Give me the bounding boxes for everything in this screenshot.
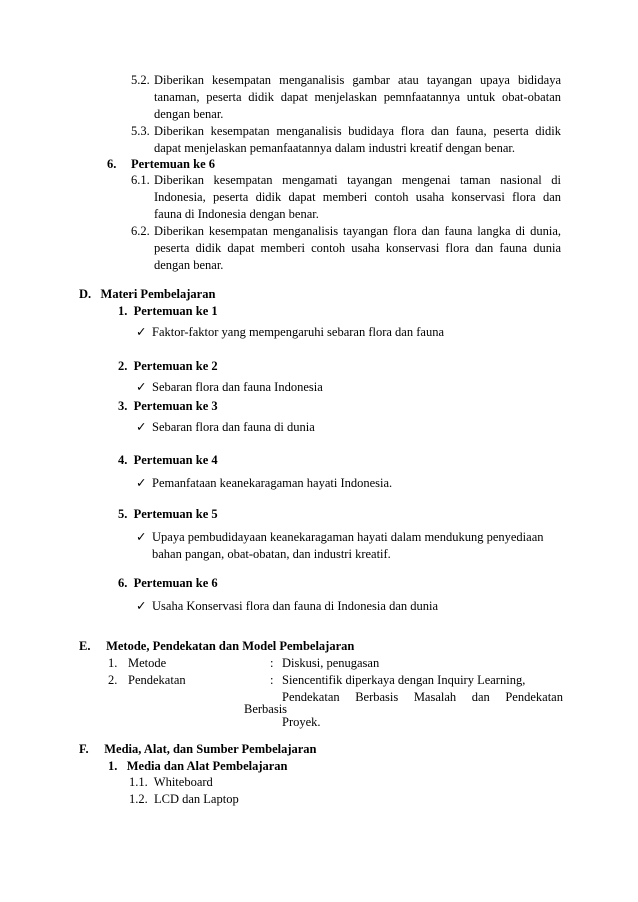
material-item: ✓ Upaya pembudidayaan keanekaragaman hayati dalam mendukung penyediaan bbox=[136, 530, 544, 544]
row-separator: : bbox=[270, 673, 274, 687]
material-item: ✓ Usaha Konservasi flora dan fauna di Indonesia dan dunia bbox=[136, 599, 439, 613]
section-heading: D. Materi Pembelajaran bbox=[79, 287, 216, 301]
goal-text-line: Diberikan kesempatan menganalisis budidaya flora dan fauna, peserta didik bbox=[154, 124, 561, 138]
material-item: ✓ Sebaran flora dan fauna Indonesia bbox=[136, 380, 323, 394]
check-icon: ✓ bbox=[136, 325, 147, 339]
goal-text-line: fauna di Indonesia dengan benar. bbox=[154, 207, 319, 221]
check-icon: ✓ bbox=[136, 530, 147, 544]
subsection-heading: 1. Media dan Alat Pembelajaran bbox=[108, 759, 288, 773]
row-number: 2. bbox=[108, 673, 118, 687]
item-number: 6.1. bbox=[131, 173, 150, 187]
check-icon: ✓ bbox=[136, 420, 147, 434]
material-item: ✓ Sebaran flora dan fauna di dunia bbox=[136, 420, 315, 434]
meeting-number: 6. bbox=[107, 157, 117, 171]
meeting-heading: 1. Pertemuan ke 1 bbox=[118, 304, 218, 318]
meeting-heading: Pertemuan ke 6 bbox=[131, 157, 216, 171]
check-icon: ✓ bbox=[136, 380, 147, 394]
meeting-heading: 5. Pertemuan ke 5 bbox=[118, 507, 218, 521]
item-number: 5.3. bbox=[131, 124, 150, 138]
material-item-continuation: bahan pangan, obat-obatan, dan industri kreatif. bbox=[152, 547, 391, 561]
row-key: Metode bbox=[128, 656, 167, 670]
check-icon: ✓ bbox=[136, 599, 147, 613]
row-value: Diskusi, penugasan bbox=[282, 656, 380, 670]
goal-text-line: tanaman, peserta didik dapat menjelaskan pemnfaatannya untuk obat-obatan bbox=[154, 90, 561, 104]
section-heading: E. Metode, Pendekatan dan Model Pembelajaran bbox=[79, 639, 355, 653]
goal-text-line: Diberikan kesempatan mengamati tayangan mengenai taman nasional di bbox=[154, 173, 561, 187]
goal-text-line: peserta didik dapat memberi contoh usaha konservasi flora dan fauna dunia bbox=[154, 241, 561, 255]
row-value-continuation: Proyek. bbox=[282, 715, 321, 729]
goal-text-line: dapat menjelaskan pemanfaatannya dalam industri kreatif dengan benar. bbox=[154, 141, 515, 155]
meeting-heading: 4. Pertemuan ke 4 bbox=[118, 453, 218, 467]
meeting-heading: 3. Pertemuan ke 3 bbox=[118, 399, 218, 413]
row-key: Pendekatan bbox=[128, 673, 186, 687]
goal-text-line: Diberikan kesempatan menganalisis gambar atau tayangan upaya bididaya bbox=[154, 73, 561, 87]
row-value-continuation: Pendekatan Berbasis Masalah dan Pendekatan bbox=[282, 690, 563, 704]
row-value: Siencentifik diperkaya dengan Inquiry Learning, bbox=[282, 673, 526, 687]
material-item: ✓ Faktor-faktor yang mempengaruhi sebaran flora dan fauna bbox=[136, 325, 444, 339]
meeting-heading: 6. Pertemuan ke 6 bbox=[118, 576, 218, 590]
list-item: 1.1. Whiteboard bbox=[129, 775, 213, 789]
goal-text-line: dengan benar. bbox=[154, 107, 224, 121]
item-number: 5.2. bbox=[131, 73, 150, 87]
goal-text-line: Indonesia, peserta didik dapat memberi contoh usaha konservasi flora dan bbox=[154, 190, 561, 204]
goal-text-line: Diberikan kesempatan menganalisis tayangan flora dan fauna langka di dunia, bbox=[154, 224, 561, 238]
row-number: 1. bbox=[108, 656, 118, 670]
goal-text-line: dengan benar. bbox=[154, 258, 224, 272]
material-item: ✓ Pemanfataan keanekaragaman hayati Indonesia. bbox=[136, 476, 393, 490]
item-number: 6.2. bbox=[131, 224, 150, 238]
list-item: 1.2. LCD dan Laptop bbox=[129, 792, 239, 806]
check-icon: ✓ bbox=[136, 476, 147, 490]
row-separator: : bbox=[270, 656, 274, 670]
section-heading: F. Media, Alat, dan Sumber Pembelajaran bbox=[79, 742, 317, 756]
row-value-continuation: Berbasis bbox=[244, 702, 288, 716]
meeting-heading: 2. Pertemuan ke 2 bbox=[118, 359, 218, 373]
